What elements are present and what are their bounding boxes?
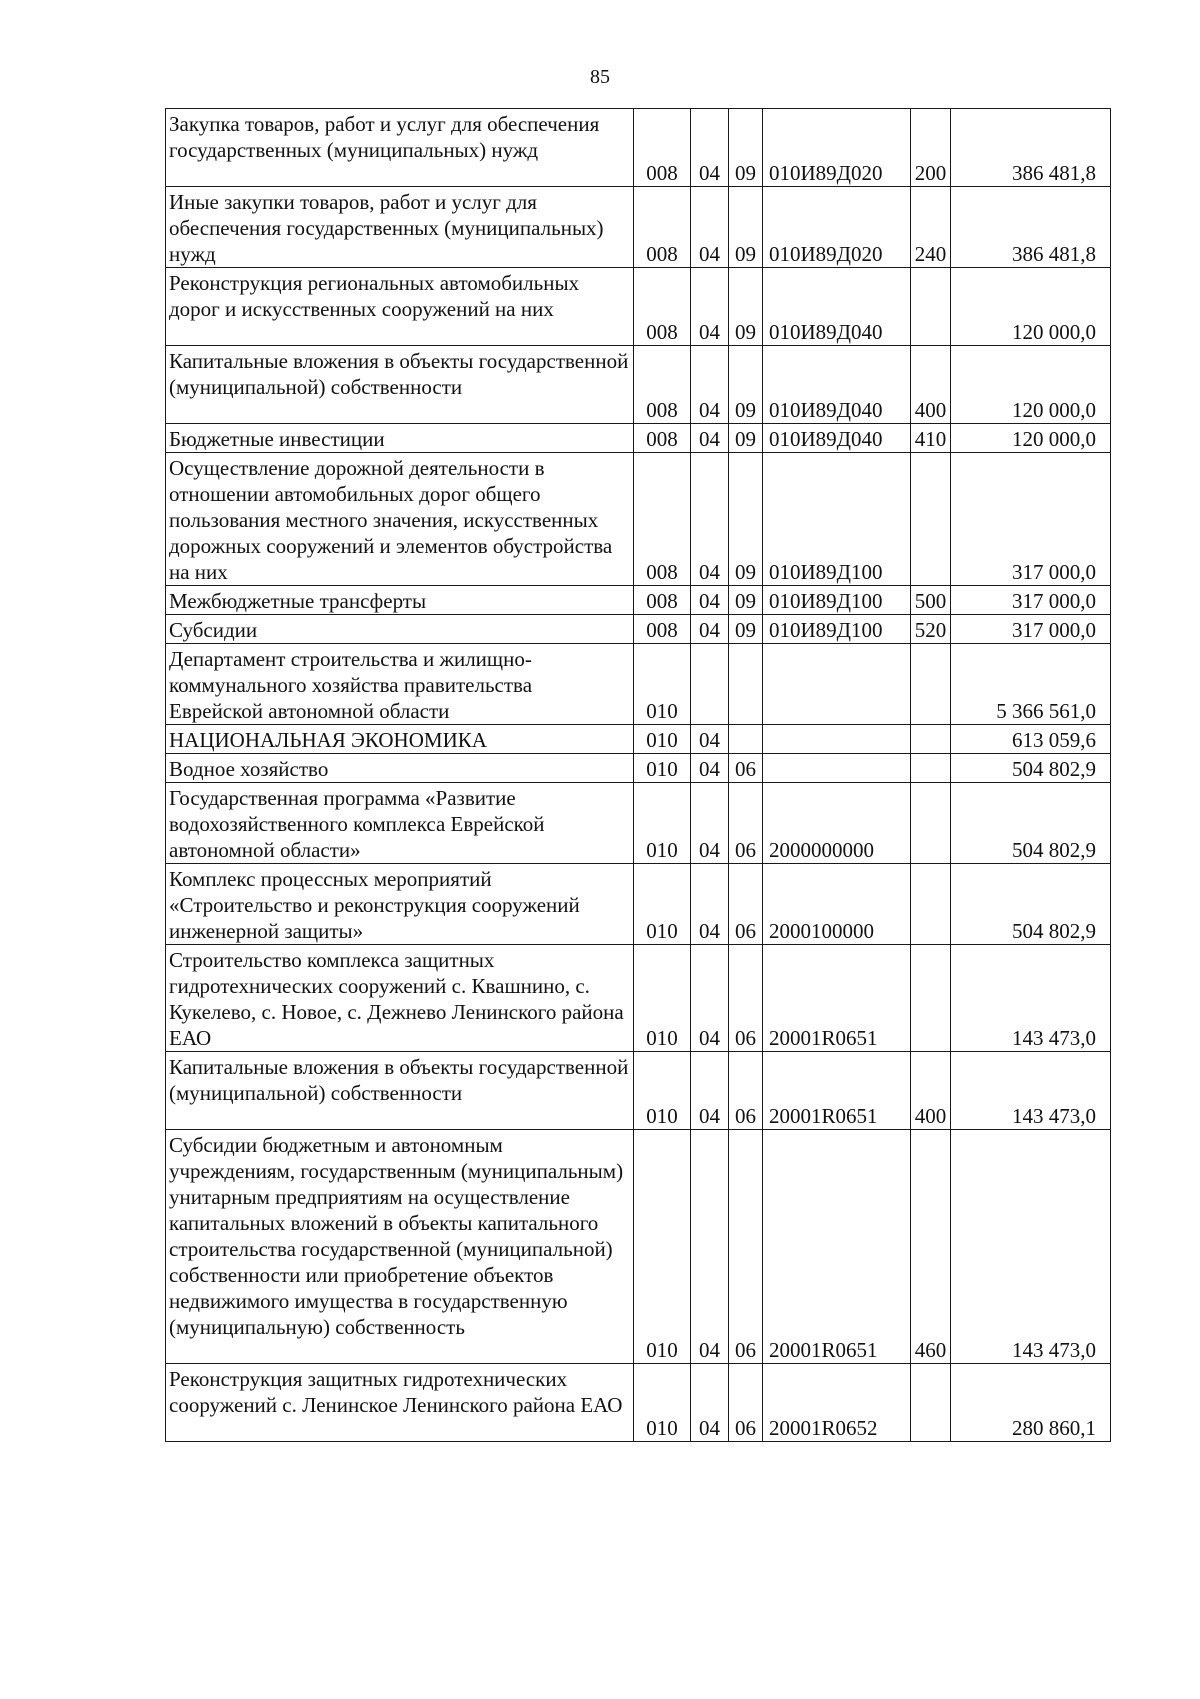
table-row: [166, 586, 1111, 615]
ministry-code: 010: [634, 783, 691, 864]
target-article-code: 20001R0651: [763, 1130, 911, 1364]
subsection-code: 09: [729, 187, 763, 268]
target-article-code: 010И89Д100: [763, 586, 911, 615]
item-name: Строительство комплекса защитных гидротехнических сооружений с. Квашнино, с. Кукелево, с. Новое, с. Дежнево Ленинского района ЕАО: [166, 945, 634, 1052]
section-code: 04: [691, 453, 729, 586]
section-code: 04: [691, 615, 729, 644]
expense-kind-code: 500: [911, 586, 951, 615]
ministry-code: 008: [634, 615, 691, 644]
section-code: 04: [691, 754, 729, 783]
table-row: [166, 109, 1111, 187]
table-row: [166, 945, 1111, 1052]
amount: 504 802,9: [951, 783, 1111, 864]
section-code: [691, 644, 729, 725]
amount: 143 473,0: [951, 945, 1111, 1052]
item-name: Реконструкция региональных автомобильных дорог и искусственных сооружений на них: [166, 268, 634, 346]
subsection-code: 06: [729, 1364, 763, 1442]
amount: 504 802,9: [951, 754, 1111, 783]
table-row: [166, 864, 1111, 945]
target-article-code: 010И89Д040: [763, 268, 911, 346]
section-code: 04: [691, 346, 729, 424]
target-article-code: 010И89Д100: [763, 615, 911, 644]
item-name: Государственная программа «Развитие водохозяйственного комплекса Еврейской автономной области»: [166, 783, 634, 864]
target-article-code: 20001R0652: [763, 1364, 911, 1442]
table-row: [166, 453, 1111, 586]
ministry-code: 008: [634, 346, 691, 424]
item-name: Субсидии: [166, 615, 634, 644]
budget-table: [165, 108, 1111, 1442]
section-code: 04: [691, 864, 729, 945]
subsection-code: 06: [729, 864, 763, 945]
target-article-code: 010И89Д040: [763, 424, 911, 453]
subsection-code: [729, 725, 763, 754]
table-row: [166, 346, 1111, 424]
ministry-code: 008: [634, 268, 691, 346]
subsection-code: 06: [729, 783, 763, 864]
table-row: [166, 615, 1111, 644]
table-body: [166, 109, 1111, 1442]
section-code: 04: [691, 424, 729, 453]
target-article-code: 010И89Д020: [763, 187, 911, 268]
subsection-code: 06: [729, 1052, 763, 1130]
amount: 143 473,0: [951, 1052, 1111, 1130]
subsection-code: 06: [729, 1130, 763, 1364]
subsection-code: 09: [729, 109, 763, 187]
ministry-code: 008: [634, 453, 691, 586]
target-article-code: [763, 644, 911, 725]
ministry-code: 010: [634, 1130, 691, 1364]
table-row: [166, 754, 1111, 783]
amount: 5 366 561,0: [951, 644, 1111, 725]
amount: 120 000,0: [951, 346, 1111, 424]
amount: 317 000,0: [951, 615, 1111, 644]
item-name: Департамент строительства и жилищно-коммунального хозяйства правительства Еврейской автономной области: [166, 644, 634, 725]
ministry-code: 010: [634, 1364, 691, 1442]
item-name: Бюджетные инвестиции: [166, 424, 634, 453]
item-name: Осуществление дорожной деятельности в отношении автомобильных дорог общего пользования местного значения, искусственных дорожных сооружений и элементов обустройства на них: [166, 453, 634, 586]
ministry-code: 010: [634, 1052, 691, 1130]
ministry-code: 008: [634, 424, 691, 453]
table-row: [166, 424, 1111, 453]
item-name: Реконструкция защитных гидротехнических сооружений с. Ленинское Ленинского района ЕАО: [166, 1364, 634, 1442]
amount: 386 481,8: [951, 187, 1111, 268]
item-name: Субсидии бюджетным и автономным учреждениям, государственным (муниципальным) унитарным предприятиям на осуществление капитальных вложений в объекты капитального строительства государственной (муниципальной) собственности или приобретение объектов недвижимого имущества в государственную (муниципальную) собственность: [166, 1130, 634, 1364]
amount: 317 000,0: [951, 453, 1111, 586]
page-number: 85: [590, 66, 610, 88]
subsection-code: 09: [729, 424, 763, 453]
target-article-code: 20001R0651: [763, 1052, 911, 1130]
subsection-code: 09: [729, 586, 763, 615]
expense-kind-code: [911, 725, 951, 754]
table-row: [166, 1130, 1111, 1364]
expense-kind-code: [911, 453, 951, 586]
expense-kind-code: 460: [911, 1130, 951, 1364]
item-name: Капитальные вложения в объекты государственной (муниципальной) собственности: [166, 346, 634, 424]
section-code: 04: [691, 1364, 729, 1442]
section-code: 04: [691, 783, 729, 864]
amount: 504 802,9: [951, 864, 1111, 945]
subsection-code: 09: [729, 453, 763, 586]
ministry-code: 008: [634, 586, 691, 615]
table-row: [166, 1364, 1111, 1442]
ministry-code: 008: [634, 109, 691, 187]
amount: 317 000,0: [951, 586, 1111, 615]
section-code: 04: [691, 1130, 729, 1364]
ministry-code: 010: [634, 644, 691, 725]
expense-kind-code: 520: [911, 615, 951, 644]
amount: 143 473,0: [951, 1130, 1111, 1364]
target-article-code: 010И89Д100: [763, 453, 911, 586]
expense-kind-code: 400: [911, 346, 951, 424]
subsection-code: [729, 644, 763, 725]
section-code: 04: [691, 109, 729, 187]
item-name: Межбюджетные трансферты: [166, 586, 634, 615]
item-name: Иные закупки товаров, работ и услуг для обеспечения государственных (муниципальных) нужд: [166, 187, 634, 268]
target-article-code: [763, 754, 911, 783]
table-row: [166, 725, 1111, 754]
section-code: 04: [691, 725, 729, 754]
section-code: 04: [691, 586, 729, 615]
table-row: [166, 1052, 1111, 1130]
section-code: 04: [691, 945, 729, 1052]
table-row: [166, 644, 1111, 725]
section-code: 04: [691, 268, 729, 346]
table-row: [166, 187, 1111, 268]
target-article-code: 2000100000: [763, 864, 911, 945]
expense-kind-code: [911, 268, 951, 346]
target-article-code: 2000000000: [763, 783, 911, 864]
ministry-code: 010: [634, 864, 691, 945]
amount: 120 000,0: [951, 424, 1111, 453]
target-article-code: 010И89Д040: [763, 346, 911, 424]
item-name: Комплекс процессных мероприятий «Строительство и реконструкция сооружений инженерной защиты»: [166, 864, 634, 945]
table-row: [166, 268, 1111, 346]
expense-kind-code: [911, 754, 951, 783]
target-article-code: [763, 725, 911, 754]
amount: 280 860,1: [951, 1364, 1111, 1442]
expense-kind-code: 240: [911, 187, 951, 268]
expense-kind-code: 400: [911, 1052, 951, 1130]
expense-kind-code: [911, 644, 951, 725]
item-name: Капитальные вложения в объекты государственной (муниципальной) собственности: [166, 1052, 634, 1130]
ministry-code: 008: [634, 187, 691, 268]
section-code: 04: [691, 187, 729, 268]
expense-kind-code: [911, 1364, 951, 1442]
subsection-code: 09: [729, 615, 763, 644]
expense-kind-code: 410: [911, 424, 951, 453]
ministry-code: 010: [634, 945, 691, 1052]
expense-kind-code: [911, 945, 951, 1052]
item-name: Закупка товаров, работ и услуг для обеспечения государственных (муниципальных) нужд: [166, 109, 634, 187]
item-name: НАЦИОНАЛЬНАЯ ЭКОНОМИКА: [166, 725, 634, 754]
target-article-code: 20001R0651: [763, 945, 911, 1052]
ministry-code: 010: [634, 754, 691, 783]
subsection-code: 06: [729, 754, 763, 783]
item-name: Водное хозяйство: [166, 754, 634, 783]
subsection-code: 06: [729, 945, 763, 1052]
expense-kind-code: [911, 783, 951, 864]
amount: 120 000,0: [951, 268, 1111, 346]
ministry-code: 010: [634, 725, 691, 754]
amount: 386 481,8: [951, 109, 1111, 187]
target-article-code: 010И89Д020: [763, 109, 911, 187]
expense-kind-code: [911, 864, 951, 945]
subsection-code: 09: [729, 268, 763, 346]
expense-kind-code: 200: [911, 109, 951, 187]
table-row: [166, 783, 1111, 864]
subsection-code: 09: [729, 346, 763, 424]
amount: 613 059,6: [951, 725, 1111, 754]
section-code: 04: [691, 1052, 729, 1130]
